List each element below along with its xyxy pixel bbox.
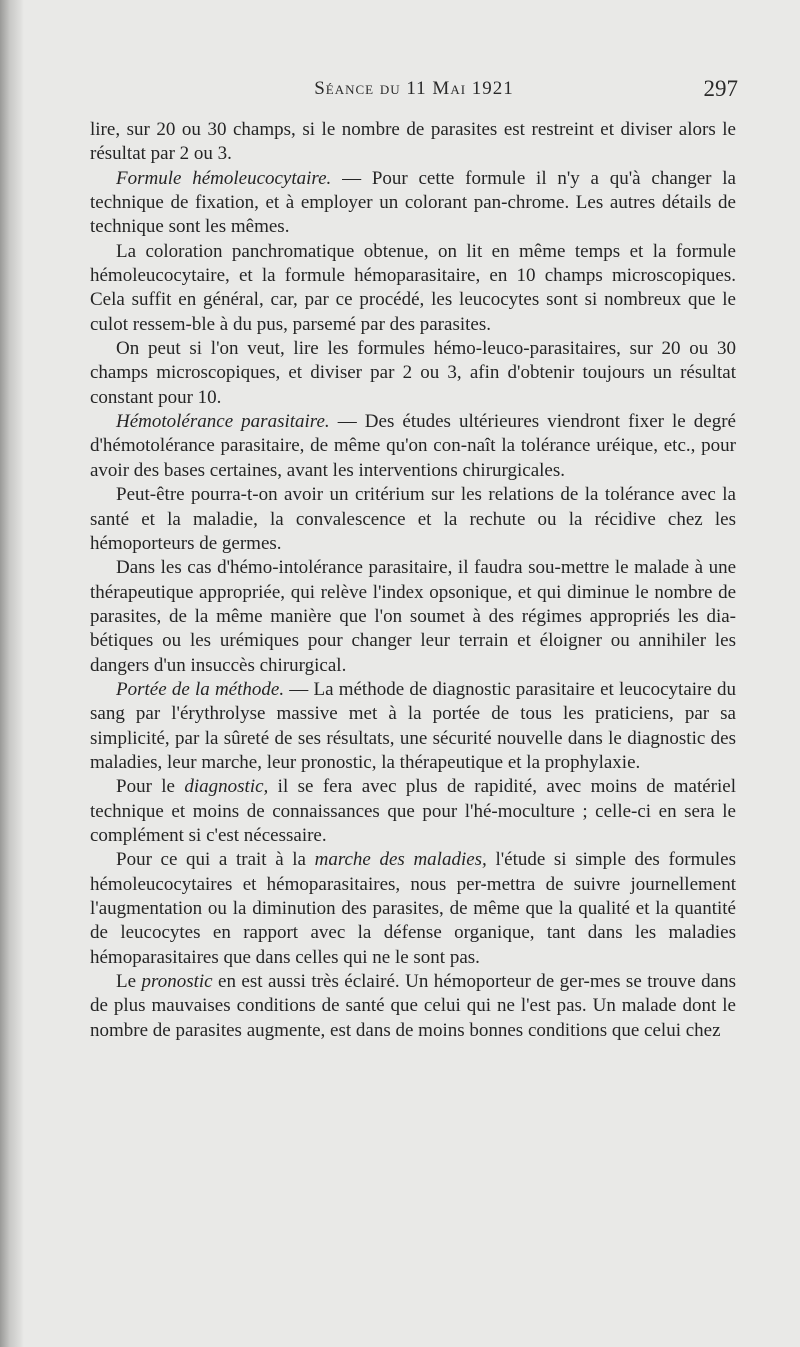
paragraph-text: Dans les cas d'hémo-intolérance parasitaire, il faudra sou-mettre le malade à une thérapeutique appropriée, qui relève l'index opsonique, et qui diminue le nombre de parasites, de la même manière que l'on soumet à des régimes appropriés les dia-bétiques ou les urémiques pour changer leur terrain et éloigner ou annihiler les dangers d'un insuccès chirurgical. <box>90 557 736 676</box>
paragraph-continued <box>90 118 736 167</box>
paragraph-hemotolerance <box>90 410 736 483</box>
paragraph-pronostic <box>90 970 736 1043</box>
paragraph-text: La coloration panchromatique obtenue, on lit en même temps et la formule hémoleucocytaire, et la formule hémoparasitaire, en 10 champs microscopiques. Cela suffit en général, car, par ce procédé, les leucocytes sont si nombreux que le culot ressem-ble à du pus, parsemé par des parasites. <box>90 240 736 335</box>
paragraph-text: On peut si l'on veut, lire les formules hémo-leuco-parasitaires, sur 20 ou 30 champs microscopiques, et diviser par 2 ou 3, afin d'obtenir toujours un résultat constant pour 10. <box>90 338 736 408</box>
section-title: Formule hémoleucocytaire. <box>116 167 332 189</box>
paragraph-text: lire, sur 20 ou 30 champs, si le nombre de parasites est restreint et diviser alors le résultat par 2 ou 3. <box>90 119 736 165</box>
paragraph-text: en est aussi très éclairé. Un hémoporteur de ger-mes se trouve dans de plus mauvaises conditions de santé que celui qui ne l'est pas. Un malade dont le nombre de parasites augmente, est dans de moins bonnes conditions que celui chez <box>90 971 737 1041</box>
paragraph-text: — Pour cette formule il n'y a qu'à changer la technique de fixation, et à employer un colorant pan-chrome. Les autres détails de technique sont les mêmes. <box>90 167 736 238</box>
page-binding-shadow <box>0 0 24 1347</box>
paragraph-text: Pour ce qui a trait à la <box>116 849 315 871</box>
paragraph-diagnostic <box>90 775 736 848</box>
paragraph-hemoleucocytaire <box>90 167 736 240</box>
running-title: Séance du 11 Mai 1921 <box>314 78 514 99</box>
section-title: Portée de la méthode. <box>116 678 285 700</box>
section-title: Hémotolérance parasitaire. <box>116 411 330 433</box>
paragraph-text: — Des études ultérieures viendront fixer le degré d'hémotolérance parasitaire, de même qu'on con-naît la tolérance uréique, etc., pour avoir des bases certaines, avant les interventions chirurgicales. <box>90 411 736 481</box>
paragraph-text: il se fera avec plus de rapidité, avec moins de matériel technique et moins de connaissances que pour l'hé-moculture ; celle-ci en sera le complément si c'est nécessaire. <box>90 776 736 846</box>
paragraph-marche <box>90 848 736 970</box>
paragraph-formules <box>90 337 736 410</box>
running-head <box>90 76 738 106</box>
paragraph-text: Peut-être pourra-t-on avoir un critérium sur les relations de la tolérance avec la santé et la maladie, la convalescence et la rechute ou la récidive chez les hémoporteurs de germes. <box>90 484 736 554</box>
paragraph-coloration <box>90 240 736 337</box>
page-number: 297 <box>703 76 738 101</box>
italic-term: pronostic <box>141 971 213 993</box>
paragraph-intolerance <box>90 556 736 678</box>
paragraph-text: Le <box>116 971 142 993</box>
body-text <box>90 118 736 1043</box>
italic-term: marche des maladies, <box>314 849 487 871</box>
paragraph-criterium <box>90 483 736 556</box>
italic-term: diagnostic, <box>184 776 269 798</box>
paragraph-text: — La méthode de diagnostic parasitaire et leucocytaire du sang par l'érythrolyse massive met à la portée de tous les praticiens, par sa simplicité, par la sûreté de ses résultats, une sécurité nouvelle dans le diagnostic des maladies, leur marche, leur pronostic, la thérapeutique et la prophylaxie. <box>90 678 736 773</box>
paragraph-text: l'étude si simple des formules hémoleucocytaires et hémoparasitaires, nous per-mettra de suivre journellement l'augmentation ou la diminution des parasites, de même que la qualité et la quantité de leucocytes en rapport avec la défense organique, tant dans les maladies hémoparasitaires que dans celles qui ne le sont pas. <box>90 849 736 968</box>
paragraph-portee <box>90 678 736 775</box>
paragraph-text: Pour le <box>116 776 185 798</box>
